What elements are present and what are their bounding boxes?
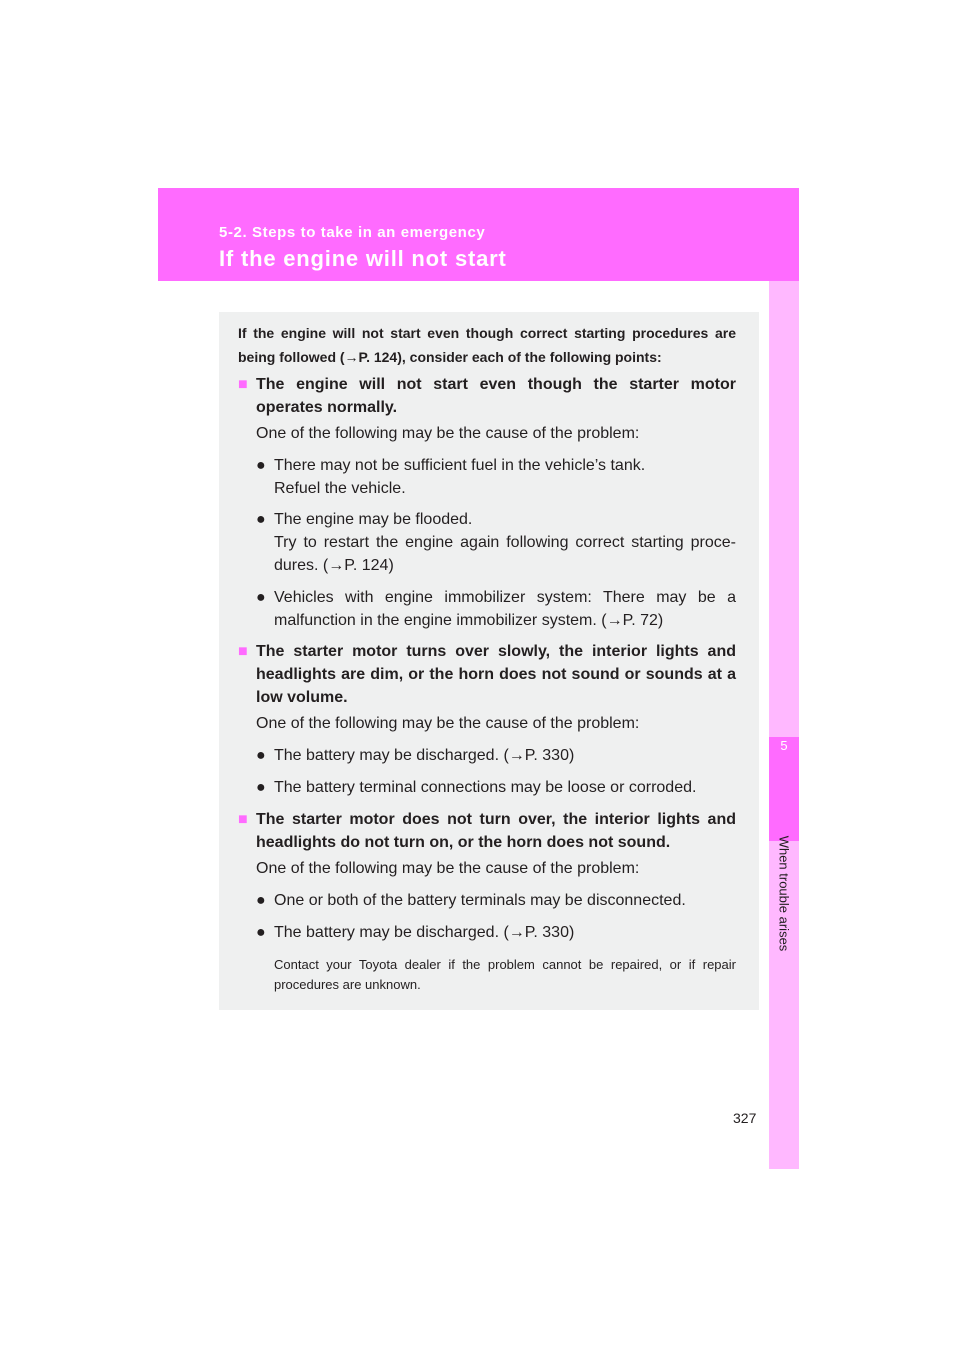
section-heading-text: The engine will not start even though the starter motor operates normally. (256, 376, 736, 416)
section-heading (238, 808, 736, 854)
list-item-text: The engine may be flooded. Try to restart the engine again following correct starting proce-dures. (→P. 124) (274, 511, 736, 574)
square-bullet-icon: ■ (238, 811, 248, 828)
list-item (256, 454, 736, 500)
section-label: 5-2. Steps to take in an emergency (219, 224, 486, 241)
bullet-icon: ● (256, 924, 266, 941)
bullet-icon: ● (256, 892, 266, 909)
dealer-note: Contact your Toyota dealer if the problem cannot be repaired, or if repair procedures are unknown. (274, 957, 736, 992)
bullet-icon: ● (256, 747, 266, 764)
list-item-text: One or both of the battery terminals may be disconnected. (274, 892, 686, 909)
section-heading (238, 373, 736, 419)
bullet-icon: ● (256, 511, 266, 528)
chapter-title: When trouble arises (776, 835, 792, 952)
intro-text: If the engine will not start even though correct starting procedures are being followed (→P. 124), consider each of the following points: (238, 325, 736, 365)
section-lead: One of the following may be the cause of the problem: (256, 715, 640, 732)
square-bullet-icon: ■ (238, 376, 248, 393)
page-number: 327 (733, 1110, 757, 1126)
list-item (256, 889, 736, 912)
square-bullet-icon: ■ (238, 643, 248, 660)
chapter-number: 5 (780, 738, 788, 753)
list-item (256, 921, 736, 944)
section-lead: One of the following may be the cause of the problem: (256, 425, 640, 442)
bullet-icon: ● (256, 589, 266, 606)
bullet-icon: ● (256, 457, 266, 474)
list-item (256, 744, 736, 767)
section-heading-text: The starter motor does not turn over, the interior lights and headlights do not turn on, or the horn does not sound. (256, 811, 736, 851)
list-item (256, 776, 736, 799)
list-item-text: There may not be sufficient fuel in the vehicle’s tank. Refuel the vehicle. (274, 457, 646, 497)
section-heading-text: The starter motor turns over slowly, the interior lights and headlights are dim, or the horn does not sound or sounds at a low volume. (256, 643, 736, 706)
list-item-text: Vehicles with engine immobilizer system: There may be a malfunction in the engine immobilizer system. (→P. 72) (274, 589, 736, 629)
list-item (256, 586, 736, 632)
bullet-icon: ● (256, 779, 266, 796)
list-item-text: The battery terminal connections may be loose or corroded. (274, 779, 697, 796)
side-strip (769, 281, 799, 1169)
list-item (256, 508, 736, 577)
page-title: If the engine will not start (219, 246, 507, 271)
section-heading (238, 640, 736, 709)
section-lead: One of the following may be the cause of the problem: (256, 860, 640, 877)
list-item-text: The battery may be discharged. (→P. 330) (274, 747, 575, 764)
list-item-text: The battery may be discharged. (→P. 330) (274, 924, 575, 941)
